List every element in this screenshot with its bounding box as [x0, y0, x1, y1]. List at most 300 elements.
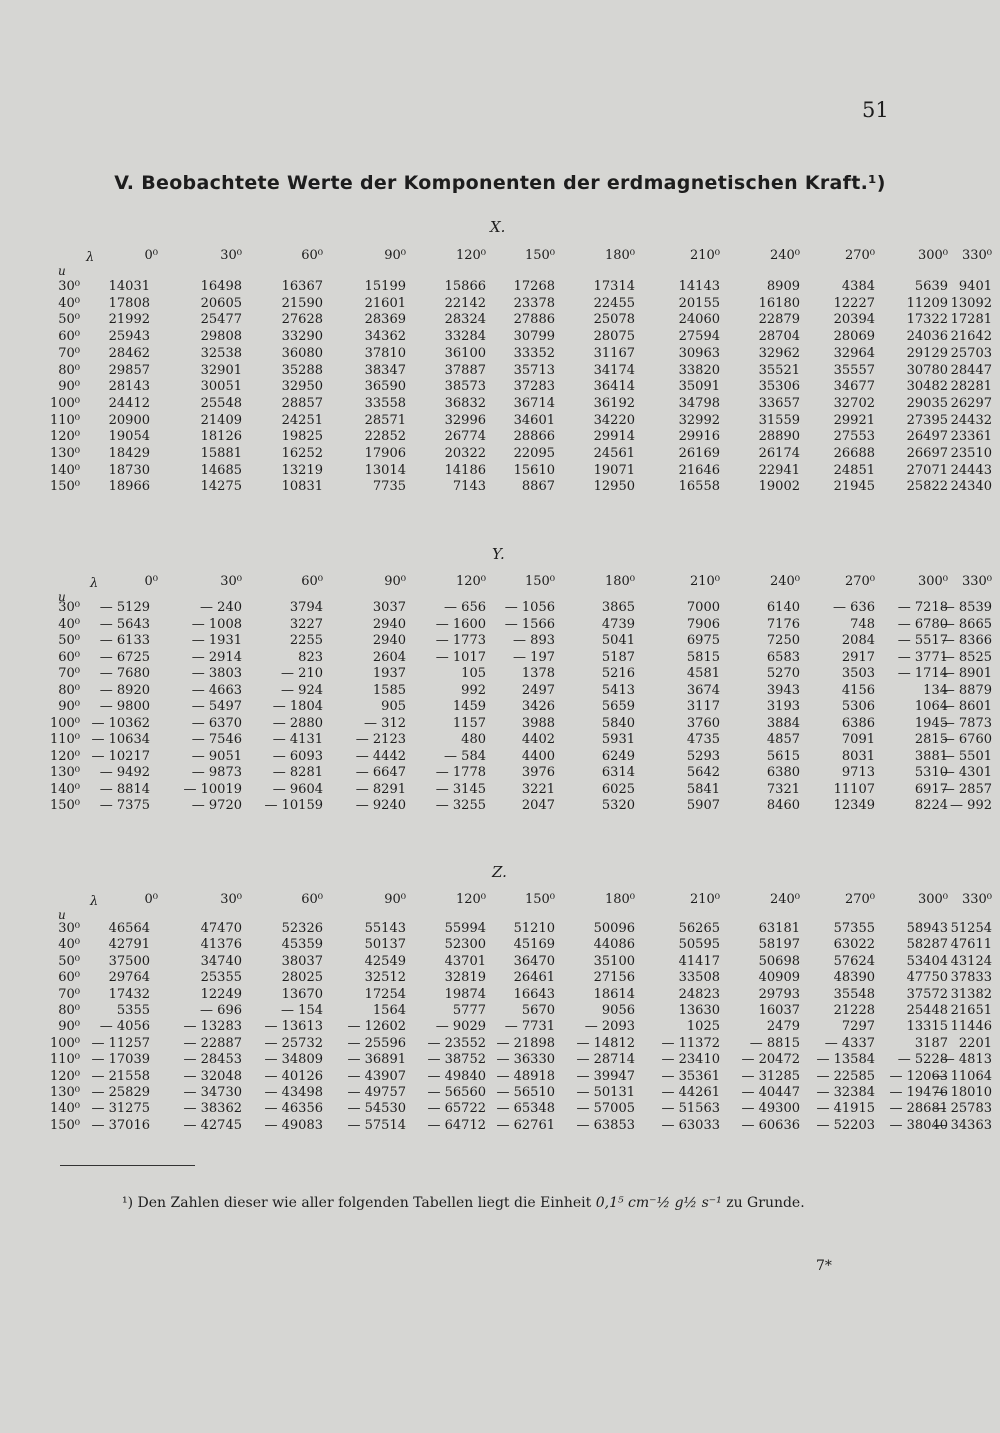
column-header: 330⁰	[961, 248, 992, 263]
table-cell: — 12602	[347, 1019, 406, 1035]
table-cell: 58943	[906, 921, 948, 936]
row-label: 110⁰	[49, 1052, 80, 1068]
table-cell: — 42745	[183, 1117, 242, 1133]
table-cell: 10831	[281, 479, 323, 495]
table-cell: — 25829	[91, 1085, 150, 1100]
page-title: V. Beobachtete Werte der Komponenten der erdmagnetischen Kraft.¹)	[114, 172, 886, 194]
table-cell: 1064	[914, 699, 948, 714]
table-cell: — 3771	[897, 649, 948, 665]
table-cell: 7297	[841, 1019, 875, 1035]
table-cell: — 7680	[99, 666, 150, 681]
table-cell: 2084	[841, 633, 875, 648]
table-cell: 28857	[281, 395, 323, 411]
table-cell: 7321	[766, 781, 800, 797]
lambda-label: λ	[86, 250, 95, 265]
row-label: 70⁰	[58, 986, 80, 1002]
table-cell: — 5497	[191, 699, 242, 714]
table-cell: 14143	[678, 279, 720, 294]
table-cell: 14685	[200, 462, 242, 478]
table-cell: 28890	[758, 429, 800, 445]
table-cell: 748	[850, 616, 875, 632]
row-label: 40⁰	[58, 616, 80, 632]
table-cell: 51254	[950, 921, 992, 936]
row-label: 30⁰	[58, 921, 80, 936]
table-cell: — 5517	[897, 633, 948, 648]
table-cell: 24823	[678, 986, 720, 1002]
table-cell: 24340	[950, 479, 992, 495]
row-label: 120⁰	[49, 1068, 80, 1084]
table-cell: — 636	[833, 600, 875, 615]
table-cell: 25078	[593, 312, 635, 328]
table-cell: 1937	[372, 666, 406, 681]
table-cell: 57355	[833, 921, 875, 936]
table-cell: — 32048	[183, 1068, 242, 1084]
table-cell: 37833	[950, 970, 992, 986]
table-cell: 13670	[281, 986, 323, 1002]
table-cell: 34677	[833, 379, 875, 395]
table-cell: 2201	[958, 1035, 992, 1051]
table-cell: — 6133	[99, 633, 150, 648]
table-cell: 3884	[766, 715, 800, 731]
table-cell: — 13283	[183, 1019, 242, 1035]
table-cell: 4400	[521, 748, 555, 764]
table-cell: 27395	[906, 412, 948, 428]
table-cell: 24251	[281, 412, 323, 428]
row-label: 80⁰	[58, 1003, 80, 1018]
table-cell: — 1017	[435, 649, 486, 665]
table-cell: 11209	[906, 295, 948, 311]
table-cell: — 51563	[661, 1101, 720, 1117]
row-label: 140⁰	[49, 1101, 80, 1117]
table-cell: 45169	[513, 937, 555, 953]
table-cell: — 63853	[576, 1117, 635, 1133]
row-label: 150⁰	[49, 798, 80, 813]
table-cell: 6380	[766, 765, 800, 780]
column-header: 150⁰	[524, 574, 555, 589]
row-label: 70⁰	[58, 345, 80, 361]
table-cell: 16643	[513, 986, 555, 1002]
table-cell: — 13613	[264, 1019, 323, 1035]
table-cell: — 40447	[741, 1085, 800, 1100]
table-cell: 28324	[444, 312, 486, 328]
table-cell: 19071	[593, 462, 635, 478]
table-cell: 15866	[444, 279, 486, 294]
table-cell: 46564	[108, 921, 150, 936]
table-cell: 48390	[833, 970, 875, 986]
table-cell: 20900	[108, 412, 150, 428]
table-cell: 27886	[513, 312, 555, 328]
table-cell: 50595	[678, 937, 720, 953]
table-cell: 4384	[841, 279, 875, 294]
table-cell: 22095	[513, 446, 555, 461]
table-cell: 15199	[364, 279, 406, 294]
table-cell: 6140	[766, 600, 800, 615]
table-cell: 22852	[364, 429, 406, 445]
table-cell: 47470	[200, 921, 242, 936]
table-cell: 44086	[593, 937, 635, 953]
table-cell: — 1056	[504, 600, 555, 615]
table-cell: — 49083	[264, 1117, 323, 1133]
table-cell: 5642	[686, 765, 720, 780]
table-cell: — 31285	[741, 1068, 800, 1084]
row-label: 130⁰	[49, 1085, 80, 1100]
table-cell: — 154	[281, 1003, 323, 1018]
table-cell: — 656	[444, 600, 486, 615]
table-cell: — 7873	[941, 715, 992, 731]
table-cell: — 25732	[264, 1035, 323, 1051]
table-cell: 3193	[766, 699, 800, 714]
table-cell: 29808	[200, 329, 242, 345]
table-cell: 12349	[833, 798, 875, 813]
table-cell: — 18010	[933, 1085, 992, 1100]
table-cell: — 312	[364, 715, 406, 731]
table-cell: 11107	[833, 781, 875, 797]
table-cell: 3881	[914, 748, 948, 764]
footnote-unit: 0,1⁵ cm⁻½ g½ s⁻¹	[595, 1195, 722, 1211]
table-cell: 2047	[521, 798, 555, 813]
table-cell: 3760	[686, 715, 720, 731]
row-label: 90⁰	[58, 1019, 80, 1035]
table-cell: 1459	[452, 699, 486, 714]
table-cell: 26688	[833, 446, 875, 461]
table-cell: 19825	[281, 429, 323, 445]
table-cell: 34362	[364, 329, 406, 345]
table-cell: 25448	[906, 1003, 948, 1018]
table-cell: 5041	[601, 633, 635, 648]
table-cell: — 197	[513, 649, 555, 665]
table-cell: 21651	[950, 1003, 992, 1018]
table-cell: 43701	[444, 953, 486, 969]
table-cell: 27156	[593, 970, 635, 986]
table-cell: — 7546	[191, 732, 242, 747]
table-cell: 58287	[906, 937, 948, 953]
table-cell: 5306	[841, 699, 875, 714]
table-cell: 42549	[364, 953, 406, 969]
column-header: 30⁰	[220, 574, 242, 589]
table-cell: — 23552	[427, 1035, 486, 1051]
table-cell: — 2914	[191, 649, 242, 665]
table-cell: 13014	[364, 462, 406, 478]
table-cell: 33820	[678, 362, 720, 378]
footnote-rule	[60, 1165, 195, 1166]
column-header: 270⁰	[844, 892, 875, 907]
table-cell: 905	[381, 699, 406, 714]
table-cell: 16367	[281, 279, 323, 294]
table-cell: 13219	[281, 462, 323, 478]
table-cell: 3221	[521, 781, 555, 797]
column-header: 240⁰	[769, 248, 800, 263]
table-cell: — 11257	[91, 1035, 150, 1051]
table-cell: 29129	[906, 345, 948, 361]
table-cell: — 696	[200, 1003, 242, 1018]
table-cell: — 49300	[741, 1101, 800, 1117]
table-cell: 17268	[513, 279, 555, 294]
table-cell: 35548	[833, 986, 875, 1002]
table-cell: — 46356	[264, 1101, 323, 1117]
table-cell: 22879	[758, 312, 800, 328]
table-cell: 1157	[452, 715, 486, 731]
table-cell: 12950	[593, 479, 635, 495]
column-header: 270⁰	[844, 248, 875, 263]
table-cell: 28281	[950, 379, 992, 395]
table-cell: — 7375	[99, 798, 150, 813]
table-cell: 24851	[833, 462, 875, 478]
column-header: 30⁰	[220, 248, 242, 263]
table-cell: 5320	[601, 798, 635, 813]
table-cell: 51210	[513, 921, 555, 936]
u-label: u	[58, 590, 66, 604]
table-cell: 7143	[452, 479, 486, 495]
table-cell: 63181	[758, 921, 800, 936]
table-cell: — 21558	[91, 1068, 150, 1084]
table-cell: 21646	[678, 462, 720, 478]
table-cell: 105	[461, 666, 486, 681]
table-cell: 27553	[833, 429, 875, 445]
table-cell: 30963	[678, 345, 720, 361]
column-header: 180⁰	[604, 892, 635, 907]
table-cell: — 14812	[576, 1035, 635, 1051]
table-cell: — 893	[513, 633, 555, 648]
table-cell: 24060	[678, 312, 720, 328]
table-cell: 3674	[686, 682, 720, 698]
table-cell: 43124	[950, 953, 992, 969]
table-cell: 32950	[281, 379, 323, 395]
table-cell: 8867	[521, 479, 555, 495]
column-header: 240⁰	[769, 892, 800, 907]
row-label: 60⁰	[58, 649, 80, 665]
table-cell: 29857	[108, 362, 150, 378]
table-cell: 26174	[758, 446, 800, 461]
table-cell: 22142	[444, 295, 486, 311]
table-cell: — 8920	[99, 682, 150, 698]
table-cell: 13315	[906, 1019, 948, 1035]
table-cell: 27628	[281, 312, 323, 328]
table-cell: — 39947	[576, 1068, 635, 1084]
table-cell: — 210	[281, 666, 323, 681]
table-cell: 5815	[686, 649, 720, 665]
column-header: 330⁰	[961, 574, 992, 589]
column-header: 90⁰	[384, 248, 406, 263]
table-cell: 33558	[364, 395, 406, 411]
table-cell: — 1008	[191, 616, 242, 632]
table-cell: 25355	[200, 970, 242, 986]
column-header: 60⁰	[301, 892, 323, 907]
table-cell: 992	[461, 682, 486, 698]
table-cell: — 54530	[347, 1101, 406, 1117]
table-cell: 32819	[444, 970, 486, 986]
table-cell: 1025	[686, 1019, 720, 1035]
table-cell: — 6725	[99, 649, 150, 665]
table-cell: 3426	[521, 699, 555, 714]
table-cell: 13630	[678, 1003, 720, 1018]
table-cell: 2479	[766, 1019, 800, 1035]
table-cell: 32512	[364, 970, 406, 986]
table-cell: — 43498	[264, 1085, 323, 1100]
table-cell: 32702	[833, 395, 875, 411]
table-cell: 16037	[758, 1003, 800, 1018]
table-cell: — 65722	[427, 1101, 486, 1117]
table-cell: 6025	[601, 781, 635, 797]
table-cell: 6386	[841, 715, 875, 731]
table-cell: — 28681	[889, 1101, 948, 1117]
lambda-label: λ	[90, 576, 99, 591]
table-cell: 18429	[108, 446, 150, 461]
table-cell: — 8366	[941, 633, 992, 648]
table-cell: 21642	[950, 329, 992, 345]
table-cell: 50698	[758, 953, 800, 969]
table-cell: 5293	[686, 748, 720, 764]
column-header: 300⁰	[917, 892, 948, 907]
table-cell: — 6647	[355, 765, 406, 780]
table-cell: 47611	[950, 937, 992, 953]
signature-mark: 7*	[816, 1258, 832, 1274]
column-header: 120⁰	[455, 248, 486, 263]
table-cell: 31167	[593, 345, 635, 361]
table-cell: 36080	[281, 345, 323, 361]
table-cell: — 4056	[99, 1019, 150, 1035]
table-cell: — 41915	[816, 1101, 875, 1117]
table-cell: 32996	[444, 412, 486, 428]
table-cell: 34174	[593, 362, 635, 378]
table-label: X.	[490, 218, 506, 236]
table-cell: 55994	[444, 921, 486, 936]
table-cell: — 10217	[91, 748, 150, 764]
table-cell: 21992	[108, 312, 150, 328]
table-cell: — 8665	[941, 616, 992, 632]
table-cell: — 6780	[897, 616, 948, 632]
table-cell: 29916	[678, 429, 720, 445]
row-label: 100⁰	[49, 715, 80, 731]
table-cell: 25548	[200, 395, 242, 411]
table-cell: 3227	[289, 616, 323, 632]
table-cell: — 57514	[347, 1117, 406, 1133]
table-cell: 52300	[444, 937, 486, 953]
table-cell: 37572	[906, 986, 948, 1002]
table-cell: 45359	[281, 937, 323, 953]
table-cell: 13092	[950, 295, 992, 311]
table-cell: 1585	[372, 682, 406, 698]
table-cell: 35521	[758, 362, 800, 378]
table-cell: — 6093	[272, 748, 323, 764]
table-cell: 36414	[593, 379, 635, 395]
table-cell: 17254	[364, 986, 406, 1002]
table-cell: — 57005	[576, 1101, 635, 1117]
row-label: 140⁰	[49, 462, 80, 478]
table-cell: 24036	[906, 329, 948, 345]
table-cell: 3117	[686, 699, 720, 714]
row-label: 40⁰	[58, 937, 80, 953]
table-cell: 3794	[289, 600, 323, 615]
table-cell: — 1773	[435, 633, 486, 648]
table-cell: — 8291	[355, 781, 406, 797]
row-label: 150⁰	[49, 479, 80, 495]
table-cell: 16252	[281, 446, 323, 461]
table-cell: 30799	[513, 329, 555, 345]
table-cell: 4857	[766, 732, 800, 747]
table-cell: 4739	[601, 616, 635, 632]
table-cell: 17281	[950, 312, 992, 328]
table-cell: 5840	[601, 715, 635, 731]
table-cell: — 924	[281, 682, 323, 698]
table-cell: 26461	[513, 970, 555, 986]
table-cell: 53404	[906, 953, 948, 969]
table-cell: 28143	[108, 379, 150, 395]
row-label: 50⁰	[58, 953, 80, 969]
table-cell: 17432	[108, 986, 150, 1002]
table-cell: 4735	[686, 732, 720, 747]
table-cell: 29914	[593, 429, 635, 445]
table-cell: 134	[923, 682, 948, 698]
table-cell: 8224	[914, 798, 948, 813]
table-cell: 11446	[950, 1019, 992, 1035]
row-label: 90⁰	[58, 699, 80, 714]
table-cell: 5670	[521, 1003, 555, 1018]
table-cell: 6917	[914, 781, 948, 797]
table-cell: 35091	[678, 379, 720, 395]
table-cell: 37810	[364, 345, 406, 361]
table-cell: — 9873	[191, 765, 242, 780]
table-cell: — 38752	[427, 1052, 486, 1068]
table-cell: — 25783	[933, 1101, 992, 1117]
table-cell: — 2123	[355, 732, 406, 747]
table-cell: — 12063	[889, 1068, 948, 1084]
row-label: 80⁰	[58, 682, 80, 698]
table-cell: 42791	[108, 937, 150, 953]
table-cell: — 2857	[941, 781, 992, 797]
table-cell: 34798	[678, 395, 720, 411]
table-cell: — 8815	[749, 1035, 800, 1051]
table-cell: 55143	[364, 921, 406, 936]
table-cell: 28462	[108, 345, 150, 361]
table-cell: — 11372	[661, 1035, 720, 1051]
table-cell: 21409	[200, 412, 242, 428]
table-cell: 19054	[108, 429, 150, 445]
table-cell: 2940	[372, 633, 406, 648]
table-cell: 33657	[758, 395, 800, 411]
table-cell: 25822	[906, 479, 948, 495]
table-cell: 17808	[108, 295, 150, 311]
table-cell: 2815	[914, 732, 948, 747]
table-cell: 63022	[833, 937, 875, 953]
table-cell: — 31275	[91, 1101, 150, 1117]
table-cell: — 4663	[191, 682, 242, 698]
table-cell: 3865	[601, 600, 635, 615]
table-cell: — 3803	[191, 666, 242, 681]
table-cell: — 49840	[427, 1068, 486, 1084]
table-cell: 29793	[758, 986, 800, 1002]
table-cell: — 4337	[824, 1035, 875, 1051]
table-cell: 33352	[513, 345, 555, 361]
table-cell: — 60636	[741, 1117, 800, 1133]
table-cell: 4156	[841, 682, 875, 698]
row-label: 30⁰	[58, 600, 80, 615]
table-cell: — 8601	[941, 699, 992, 714]
table-cell: — 20472	[741, 1052, 800, 1068]
table-cell: 19002	[758, 479, 800, 495]
table-cell: 24443	[950, 462, 992, 478]
table-cell: 24412	[108, 395, 150, 411]
table-cell: — 32384	[816, 1085, 875, 1100]
table-label: Y.	[492, 545, 505, 563]
table-cell: — 8814	[99, 781, 150, 797]
table-cell: 14031	[108, 279, 150, 294]
column-header: 60⁰	[301, 248, 323, 263]
table-cell: — 1931	[191, 633, 242, 648]
table-cell: — 44261	[661, 1085, 720, 1100]
table-cell: 38347	[364, 362, 406, 378]
table-cell: 21590	[281, 295, 323, 311]
table-cell: — 4131	[272, 732, 323, 747]
